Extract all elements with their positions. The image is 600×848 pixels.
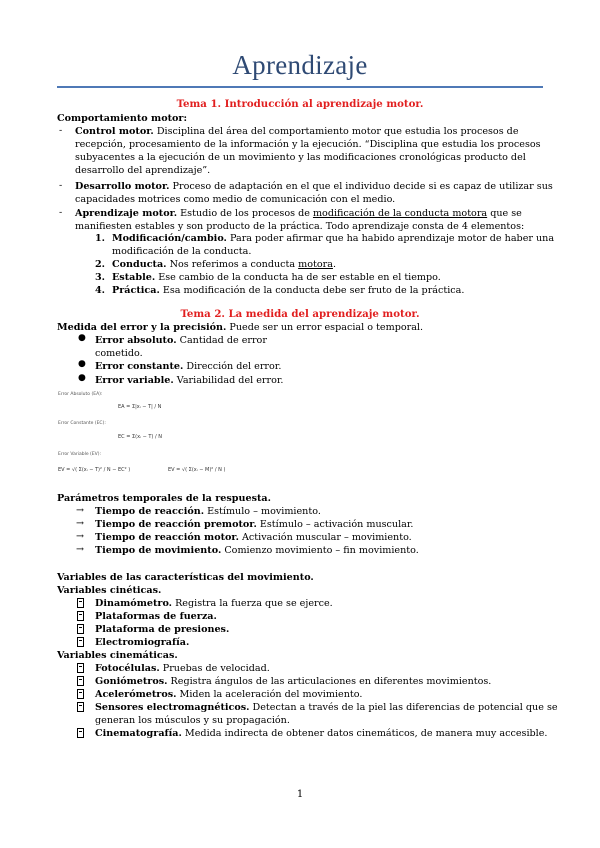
error-item <box>95 374 283 387</box>
ev-formula-2: EV = √( Σ(xᵢ − M)² / N ) <box>168 467 226 473</box>
list-item-cont: manifiesten estables y son producto de la práctica. Todo aprendizaje consta de 4 elementos: <box>75 221 525 232</box>
square-bullet-icon <box>77 598 84 611</box>
term: Tiempo de reacción premotor. <box>95 519 257 530</box>
kinetic-item: Plataformas de fuerza. <box>95 611 217 622</box>
arrow-bullet: → <box>76 518 85 529</box>
term: Conducta. <box>112 259 167 270</box>
error-item-cont: cometido. <box>95 348 143 359</box>
num-label: 3. <box>95 272 106 283</box>
text: Para poder afirmar que ha habido aprendizaje motor de haber una <box>226 233 555 244</box>
text: Disciplina del área del comportamiento motor que estudia los procesos de <box>153 126 519 137</box>
term: Acelerómetros. <box>95 689 177 700</box>
numbered-item <box>112 232 554 245</box>
text: Dirección del error. <box>183 361 282 372</box>
dash-bullet: - <box>59 125 63 136</box>
text: Medida indirecta de obtener datos cinemáticos, de manera muy accesible. <box>181 728 548 739</box>
term: Aprendizaje motor. <box>75 208 178 219</box>
kinematic-item <box>95 675 491 688</box>
num-label: 2. <box>95 259 106 270</box>
dot-bullet: ● <box>78 333 86 343</box>
text: . <box>332 259 337 270</box>
term: Tiempo de reacción motor. <box>95 532 239 543</box>
square-bullet-icon <box>77 663 84 676</box>
text: Estudio de los procesos de <box>177 208 313 219</box>
param-item <box>95 518 413 531</box>
list-item-cont: subyacentes a la ejecución de un movimiento y las modificaciones cronológicas producto del <box>75 152 526 163</box>
ec-label: Error Constante (EC): <box>58 421 106 426</box>
page-title: Aprendizaje <box>232 50 368 80</box>
tema1-heading: Tema 1. Introducción al aprendizaje motor. <box>176 98 424 110</box>
numbered-item <box>112 271 441 284</box>
text: Estímulo – activación muscular. <box>256 519 414 530</box>
kinematic-item <box>95 662 270 675</box>
term: Estable. <box>112 272 156 283</box>
term: Desarrollo motor. <box>75 181 170 192</box>
kinematic-heading: Variables cinemáticas. <box>57 650 178 661</box>
ev-formula-1: EV = √( Σ(xᵢ − T)² / N − EC² ) <box>58 467 131 473</box>
list-item-cont: desarrollo del aprendizaje”. <box>75 165 211 176</box>
tema1-subheading: Comportamiento motor: <box>57 113 188 124</box>
term: Error constante. <box>95 361 184 372</box>
text: Comienzo movimiento – fin movimiento. <box>221 545 419 556</box>
text: Nos referimos a conducta <box>166 259 299 270</box>
term: Error absoluto. <box>95 335 177 346</box>
arrow-bullet: → <box>76 531 85 542</box>
text: Registra ángulos de las articulaciones en diferentes movimientos. <box>167 676 492 687</box>
text: Ese cambio de la conducta ha de ser estable en el tiempo. <box>155 272 441 283</box>
text: Puede ser un error espacial o temporal. <box>226 322 424 333</box>
ea-label: Error Absoluto (EA): <box>58 392 103 397</box>
text: Proceso de adaptación en el que el individuo decide si es capaz de utilizar sus <box>169 181 553 192</box>
underlined-text: motora <box>298 259 333 270</box>
arrow-bullet: → <box>76 544 85 555</box>
term: Dinamómetro. <box>95 598 173 609</box>
numbered-item <box>112 258 336 271</box>
text: Estímulo – movimiento. <box>204 506 321 517</box>
text: Pruebas de velocidad. <box>159 663 270 674</box>
param-item <box>95 505 321 518</box>
error-item <box>95 334 267 347</box>
dot-bullet: ● <box>78 373 86 383</box>
dot-bullet: ● <box>78 359 86 369</box>
list-item <box>75 207 522 220</box>
term: Tiempo de movimiento. <box>95 545 222 556</box>
kinetic-item: Plataforma de presiones. <box>95 624 230 635</box>
text: Activación muscular – movimiento. <box>238 532 412 543</box>
numbered-item-cont: modificación de la conducta. <box>112 246 252 257</box>
square-bullet-icon <box>77 702 84 715</box>
term: Cinematografía. <box>95 728 182 739</box>
kinetic-item: Electromiografía. <box>95 637 190 648</box>
title-divider <box>57 86 543 88</box>
list-item-cont: capacidades motrices como medio de comunicación con el medio. <box>75 194 396 205</box>
vars-heading: Variables de las características del movimiento. <box>57 572 314 583</box>
list-item-cont: recepción, procesamiento de la información y la ejecución. “Disciplina que estudia los procesos <box>75 139 541 150</box>
text: Variabilidad del error. <box>173 375 284 386</box>
text: Registra la fuerza que se ejerce. <box>172 598 333 609</box>
term: Práctica. <box>112 285 160 296</box>
text: que se <box>487 208 522 219</box>
error-item <box>95 360 281 373</box>
page-number: 1 <box>296 789 304 800</box>
param-item <box>95 544 419 557</box>
term: Modificación/cambio. <box>112 233 227 244</box>
square-bullet-icon <box>77 676 84 689</box>
term: Sensores electromagnéticos. <box>95 702 250 713</box>
list-item <box>75 180 553 193</box>
arrow-bullet: → <box>76 505 85 516</box>
term: Tiempo de reacción. <box>95 506 205 517</box>
num-label: 4. <box>95 285 106 296</box>
tema2-heading: Tema 2. La medida del aprendizaje motor. <box>180 308 420 320</box>
ec-formula: EC = Σ(xᵢ − T) / N <box>118 434 162 440</box>
underlined-text: modificación de la conducta motora <box>312 208 488 219</box>
term: Medida del error y la precisión. <box>57 322 227 333</box>
param-item <box>95 531 412 544</box>
square-bullet-icon <box>77 728 84 741</box>
text: Miden la aceleración del movimiento. <box>176 689 363 700</box>
term: Fotocélulas. <box>95 663 160 674</box>
num-label: 1. <box>95 233 106 244</box>
kinetic-item <box>95 597 333 610</box>
dash-bullet: - <box>59 207 63 218</box>
term: Goniómetros. <box>95 676 168 687</box>
list-item <box>75 125 543 138</box>
ev-label: Error Variable (EV): <box>58 452 101 457</box>
kinematic-item-cont: generan los músculos y su propagación. <box>95 715 290 726</box>
ea-formula: EA = Σ|xᵢ − T| / N <box>118 404 162 410</box>
tema2-intro <box>57 321 423 334</box>
square-bullet-icon <box>77 611 84 624</box>
term: Error variable. <box>95 375 174 386</box>
kinetic-heading: Variables cinéticas. <box>57 585 162 596</box>
square-bullet-icon <box>77 689 84 702</box>
kinematic-item <box>95 727 547 740</box>
term: Control motor. <box>75 126 154 137</box>
params-heading: Parámetros temporales de la respuesta. <box>57 493 271 504</box>
text: Detectan a través de la piel las diferencias de potencial que se <box>249 702 558 713</box>
kinematic-item <box>95 688 362 701</box>
numbered-item <box>112 284 464 297</box>
text: Esa modificación de la conducta debe ser fruto de la práctica. <box>159 285 465 296</box>
square-bullet-icon <box>77 624 84 637</box>
dash-bullet: - <box>59 180 63 191</box>
text: Cantidad de error <box>176 335 267 346</box>
kinematic-item <box>95 701 558 714</box>
